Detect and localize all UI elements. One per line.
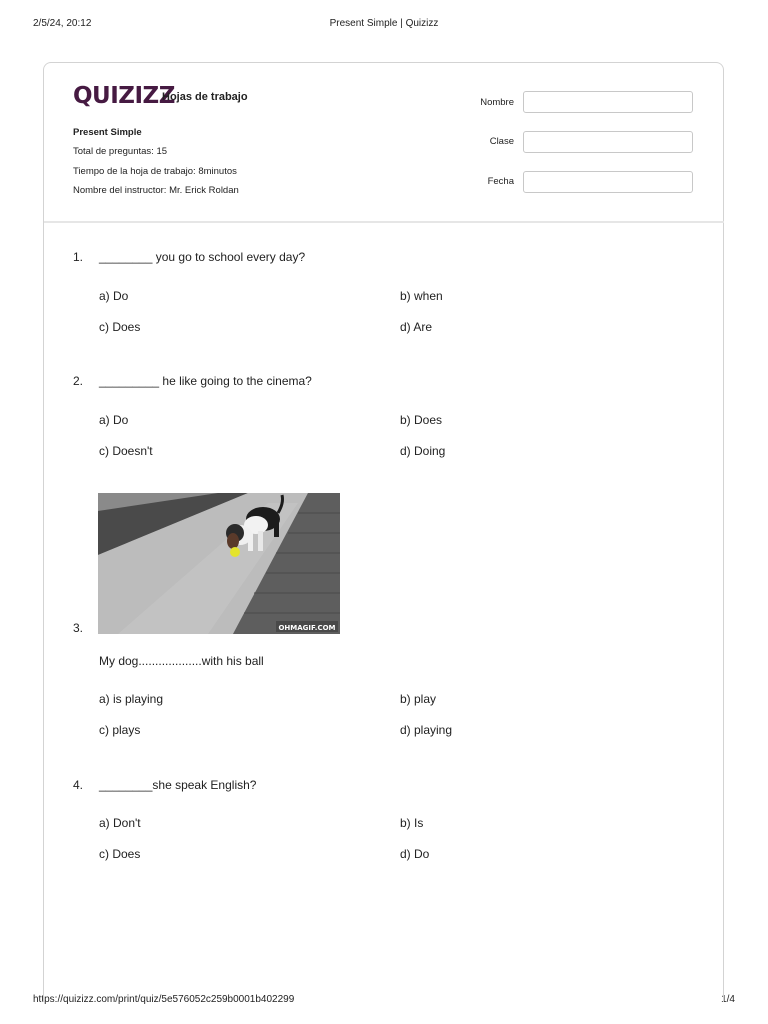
answer-option: d) Are <box>400 320 433 334</box>
answer-option: a) is playing <box>99 692 164 706</box>
answer-option: b) Does <box>400 413 443 427</box>
question-number: 3. <box>73 621 84 635</box>
question-number: 4. <box>73 778 84 792</box>
answer-option: a) Do <box>99 289 129 303</box>
answer-option: c) Does <box>99 847 141 861</box>
answer-option: d) Doing <box>400 444 446 458</box>
logo-subtitle: Hojas de trabajo <box>162 91 248 103</box>
quiz-title: Present Simple <box>73 127 142 138</box>
answer-option: c) Doesn't <box>99 444 153 458</box>
date-label: Fecha <box>487 176 514 187</box>
print-date: 2/5/24, 20:12 <box>33 18 92 29</box>
question-text: _________ he like going to the cinema? <box>99 374 312 388</box>
header-divider <box>44 221 724 223</box>
question-number: 2. <box>73 374 84 388</box>
worksheet-time: Tiempo de la hoja de trabajo: 8minutos <box>73 166 237 177</box>
quizizz-logo: QUIZIZZ <box>73 83 175 109</box>
question-image-dog <box>98 493 340 634</box>
answer-option: a) Do <box>99 413 129 427</box>
answer-option: b) play <box>400 692 437 706</box>
answer-option: b) Is <box>400 816 424 830</box>
answer-option: d) playing <box>400 723 453 737</box>
question-text: ________ you go to school every day? <box>99 250 306 264</box>
print-url: https://quizizz.com/print/quiz/5e576052c259b0001b402299 <box>33 994 295 1005</box>
print-page-number: 1/4 <box>721 994 735 1005</box>
answer-option: a) Don't <box>99 816 141 830</box>
answer-option: c) Does <box>99 320 141 334</box>
question-number: 1. <box>73 250 84 264</box>
question-text: My dog...................with his ball <box>99 654 264 668</box>
answer-option: d) Do <box>400 847 430 861</box>
image-watermark: OHMAGIF.COM <box>278 624 336 632</box>
question-text: ________she speak English? <box>99 778 257 792</box>
answer-option: b) when <box>400 289 443 303</box>
class-field[interactable] <box>523 131 693 153</box>
total-questions: Total de preguntas: 15 <box>73 146 168 157</box>
name-label: Nombre <box>480 97 514 108</box>
date-field[interactable] <box>523 171 693 193</box>
name-field[interactable] <box>523 91 693 113</box>
answer-option: c) plays <box>99 723 141 737</box>
print-title: Present Simple | Quizizz <box>329 18 439 29</box>
class-label: Clase <box>489 136 514 147</box>
instructor-name: Nombre del instructor: Mr. Erick Roldan <box>73 185 239 196</box>
